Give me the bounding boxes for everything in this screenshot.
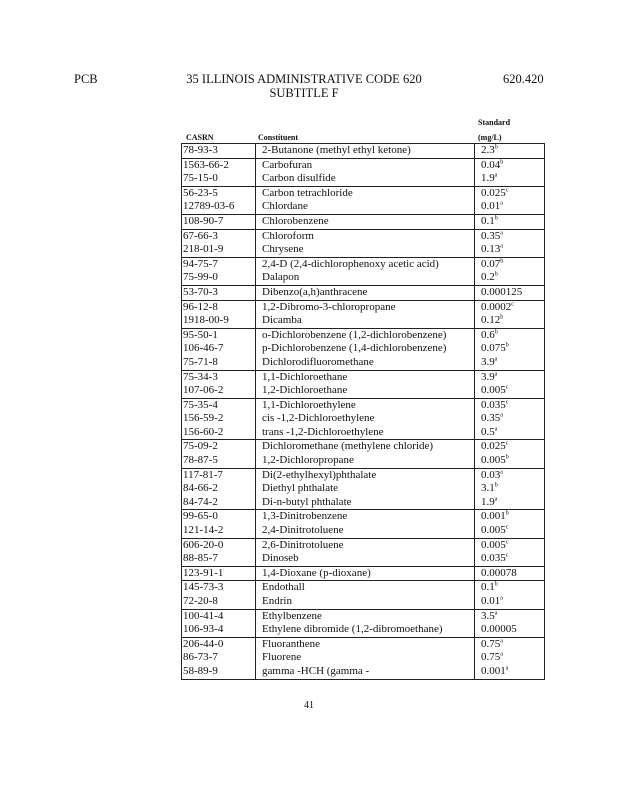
casrn-cell: 75-15-0 <box>182 172 256 186</box>
constituent-cell: o-Dichlorobenzene (1,2-dichlorobenzene) <box>256 328 475 342</box>
casrn-cell: 78-93-3 <box>182 144 256 159</box>
footnote-marker: a <box>500 469 503 475</box>
footnote-marker: a <box>494 370 498 377</box>
casrn-cell: 75-99-0 <box>182 271 256 285</box>
footnote-marker: c <box>505 384 509 391</box>
constituent-cell: Chlorobenzene <box>256 214 475 229</box>
standard-cell <box>475 651 545 665</box>
standard-cell <box>475 200 545 214</box>
footnote-marker: b <box>494 329 498 336</box>
header-left: PCB <box>74 72 98 86</box>
table-row <box>182 566 545 581</box>
footnote-marker: b <box>500 158 504 165</box>
casrn-cell: 75-34-3 <box>182 370 256 384</box>
standard-value: 0.035 <box>481 552 506 565</box>
constituent-cell: 1,2-Dibromo-3-chloropropane <box>256 300 475 314</box>
standard-value: 0.75 <box>481 651 501 664</box>
casrn-cell: 108-90-7 <box>182 214 256 229</box>
casrn-cell: 123-91-1 <box>182 566 256 581</box>
constituent-cell: Ethylene dibromide (1,2-dibromoethane) <box>256 623 475 637</box>
constituent-cell: 1,1-Dichloroethane <box>256 370 475 384</box>
table-row <box>182 651 545 665</box>
table-row <box>182 454 545 468</box>
standard-value: 0.2 <box>481 271 495 284</box>
footnote-marker: b <box>494 215 498 222</box>
casrn-cell: 95-50-1 <box>182 328 256 342</box>
casrn-cell: 84-66-2 <box>182 482 256 496</box>
constituent-cell: Endothall <box>256 581 475 595</box>
standard-value: 0.5 <box>481 425 495 438</box>
standard-cell <box>475 186 545 200</box>
table-row <box>182 158 545 172</box>
standard-cell <box>475 356 545 370</box>
standard-cell <box>475 214 545 229</box>
column-header-standard: Standard <box>478 118 511 127</box>
table-row <box>182 314 545 328</box>
standard-value: 0.025 <box>481 440 506 453</box>
casrn-cell: 88-85-7 <box>182 552 256 566</box>
standard-cell <box>475 552 545 566</box>
casrn-cell: 58-89-9 <box>182 665 256 679</box>
casrn-cell: 117-81-7 <box>182 468 256 482</box>
table-row <box>182 384 545 398</box>
standard-value: 0.03 <box>481 468 501 481</box>
casrn-cell: 84-74-2 <box>182 496 256 510</box>
standard-cell <box>475 243 545 257</box>
casrn-cell: 106-46-7 <box>182 342 256 356</box>
table-row <box>182 440 545 454</box>
casrn-cell: 206-44-0 <box>182 637 256 651</box>
standard-cell <box>475 370 545 384</box>
casrn-cell: 86-73-7 <box>182 651 256 665</box>
standard-value: 0.12 <box>481 314 501 327</box>
footnote-marker: a <box>494 172 498 179</box>
footnote-marker: a <box>500 638 503 645</box>
standard-cell <box>475 314 545 328</box>
table-row <box>182 172 545 186</box>
standard-cell <box>475 623 545 637</box>
constituent-cell: Diethyl phthalate <box>256 482 475 496</box>
standard-cell <box>475 665 545 679</box>
header-section-number: 620.420 <box>503 72 544 86</box>
casrn-cell: 1918-00-9 <box>182 314 256 328</box>
casrn-cell: 67-66-3 <box>182 229 256 243</box>
standard-value: 0.07 <box>481 257 501 270</box>
table-row <box>182 412 545 426</box>
constituent-standards-table <box>181 143 545 680</box>
standard-value: 0.75 <box>481 637 501 650</box>
casrn-cell: 218-01-9 <box>182 243 256 257</box>
table-row <box>182 214 545 229</box>
standard-value: 3.5 <box>481 609 495 622</box>
casrn-cell: 145-73-3 <box>182 581 256 595</box>
standard-value: 0.035 <box>481 398 506 411</box>
standard-value: 0.35 <box>481 412 501 425</box>
constituent-cell: 1,4-Dioxane (p-dioxane) <box>256 566 475 581</box>
standard-cell <box>475 482 545 496</box>
casrn-cell: 121-14-2 <box>182 524 256 538</box>
standard-value: 0.1 <box>481 214 495 227</box>
standard-cell <box>475 158 545 172</box>
standard-cell <box>475 609 545 623</box>
standard-cell <box>475 468 545 482</box>
table-row <box>182 243 545 257</box>
table-row <box>182 482 545 496</box>
table-row <box>182 398 545 412</box>
table-row <box>182 552 545 566</box>
constituent-cell: 2,4-D (2,4-dichlorophenoxy acetic acid) <box>256 257 475 271</box>
header-subtitle: SUBTITLE F <box>269 86 339 100</box>
standard-value: 3.9 <box>481 355 495 368</box>
constituent-cell: Chrysene <box>256 243 475 257</box>
standard-value: 0.0002 <box>481 300 512 313</box>
page-number: 41 <box>304 700 314 711</box>
standard-value: 2.3 <box>481 144 495 156</box>
table-row <box>182 581 545 595</box>
casrn-cell: 12789-03-6 <box>182 200 256 214</box>
standard-cell <box>475 257 545 271</box>
standard-cell <box>475 510 545 524</box>
constituent-cell: Carbon tetrachloride <box>256 186 475 200</box>
casrn-cell: 96-12-8 <box>182 300 256 314</box>
constituent-cell: Fluoranthene <box>256 637 475 651</box>
standard-value: 0.00005 <box>481 623 517 636</box>
standard-cell <box>475 229 545 243</box>
casrn-cell: 156-60-2 <box>182 426 256 440</box>
footnote-marker: a <box>505 665 509 672</box>
casrn-cell: 106-93-4 <box>182 623 256 637</box>
standard-value: 3.9 <box>481 370 495 383</box>
footnote-marker: a <box>500 200 503 207</box>
table-row <box>182 637 545 651</box>
footnote-marker: a <box>494 609 498 616</box>
standard-cell <box>475 496 545 510</box>
footnote-marker: b <box>494 144 498 151</box>
standard-value: 0.005 <box>481 538 506 551</box>
footnote-marker: b <box>494 271 498 278</box>
standard-value: 0.005 <box>481 454 506 467</box>
standard-cell <box>475 581 545 595</box>
footnote-marker: a <box>494 356 498 363</box>
casrn-cell: 99-65-0 <box>182 510 256 524</box>
column-header-units: (mg/L) <box>478 133 502 142</box>
table-row <box>182 538 545 552</box>
constituent-cell: Carbon disulfide <box>256 172 475 186</box>
constituent-cell: 2-Butanone (methyl ethyl ketone) <box>256 144 475 159</box>
table-row <box>182 510 545 524</box>
casrn-cell: 78-87-5 <box>182 454 256 468</box>
footnote-marker: c <box>505 538 509 545</box>
constituent-cell: trans -1,2-Dichloroethylene <box>256 426 475 440</box>
footnote-marker: c <box>505 524 509 531</box>
footnote-marker: b <box>500 258 504 265</box>
constituent-cell: 1,2-Dichloropropane <box>256 454 475 468</box>
footnote-marker: c <box>505 399 509 406</box>
footnote-marker: a <box>494 496 498 503</box>
standard-cell <box>475 342 545 356</box>
standard-cell <box>475 637 545 651</box>
casrn-cell: 606-20-0 <box>182 538 256 552</box>
standard-cell <box>475 440 545 454</box>
casrn-cell: 156-59-2 <box>182 412 256 426</box>
constituent-cell: Chlordane <box>256 200 475 214</box>
constituent-cell: Dalapon <box>256 271 475 285</box>
footnote-marker: c <box>505 552 509 559</box>
table-row <box>182 609 545 623</box>
table-row <box>182 595 545 609</box>
standard-value: 0.005 <box>481 384 506 397</box>
standard-value: 0.025 <box>481 186 506 199</box>
casrn-cell: 72-20-8 <box>182 595 256 609</box>
standard-value: 0.005 <box>481 524 506 537</box>
standard-value: 1.9 <box>481 172 495 185</box>
standard-value: 0.04 <box>481 158 501 171</box>
standard-value: 1.9 <box>481 495 495 508</box>
casrn-cell: 100-41-4 <box>182 609 256 623</box>
table-row <box>182 144 545 159</box>
standard-value: 0.6 <box>481 328 495 341</box>
footnote-marker: b <box>494 482 498 489</box>
column-header-constituent: Constituent <box>258 133 322 144</box>
standard-value: 0.001 <box>481 664 506 677</box>
casrn-cell: 75-09-2 <box>182 440 256 454</box>
standard-value: 3.1 <box>481 482 495 495</box>
constituent-cell: Fluorene <box>256 651 475 665</box>
footnote-marker: a <box>500 651 503 658</box>
constituent-cell: Chloroform <box>256 229 475 243</box>
table-row <box>182 665 545 679</box>
footnote-marker: c <box>505 440 509 447</box>
header-center <box>168 72 440 100</box>
constituent-cell: Dinoseb <box>256 552 475 566</box>
footnote-marker: a <box>500 412 503 419</box>
footnote-marker: a <box>500 243 503 250</box>
standard-cell <box>475 300 545 314</box>
standard-cell <box>475 398 545 412</box>
footnote-marker: a <box>500 595 503 602</box>
standard-cell <box>475 454 545 468</box>
casrn-cell: 53-70-3 <box>182 285 256 300</box>
constituent-cell: Ethylbenzene <box>256 609 475 623</box>
standard-value: 0.000125 <box>481 285 523 298</box>
table-row <box>182 328 545 342</box>
standard-value: 0.001 <box>481 510 506 523</box>
constituent-cell: Endrin <box>256 595 475 609</box>
table-row <box>182 623 545 637</box>
table-row <box>182 468 545 482</box>
table-row <box>182 524 545 538</box>
footnote-marker: b <box>505 342 509 349</box>
footnote-marker: c <box>505 187 509 194</box>
constituent-cell: Dicamba <box>256 314 475 328</box>
constituent-cell: Dichloromethane (methylene chloride) <box>256 440 475 454</box>
standard-cell <box>475 566 545 581</box>
table-row <box>182 342 545 356</box>
standard-cell <box>475 538 545 552</box>
footnote-marker: a <box>500 229 503 236</box>
constituent-cell: Di(2-ethylhexyl)phthalate <box>256 468 475 482</box>
casrn-cell: 1563-66-2 <box>182 158 256 172</box>
casrn-cell: 75-71-8 <box>182 356 256 370</box>
casrn-cell: 56-23-5 <box>182 186 256 200</box>
constituent-cell: cis -1,2-Dichloroethylene <box>256 412 475 426</box>
standard-value: 0.13 <box>481 243 501 256</box>
standard-cell <box>475 412 545 426</box>
standard-value: 0.35 <box>481 229 501 242</box>
casrn-cell: 75-35-4 <box>182 398 256 412</box>
table-row <box>182 356 545 370</box>
table-row <box>182 426 545 440</box>
footnote-marker: b <box>494 581 498 588</box>
table-row <box>182 370 545 384</box>
footnote-marker: b <box>505 454 509 461</box>
standard-cell <box>475 271 545 285</box>
standard-value: 0.01 <box>481 200 501 213</box>
constituent-cell: Di-n-butyl phthalate <box>256 496 475 510</box>
column-header-casrn: CASRN <box>186 133 231 144</box>
table-row <box>182 496 545 510</box>
constituent-cell: p-Dichlorobenzene (1,4-dichlorobenzene) <box>256 342 475 356</box>
standard-value: 0.01 <box>481 595 501 607</box>
standard-cell <box>475 426 545 440</box>
footnote-marker: a <box>494 426 498 433</box>
table-row <box>182 300 545 314</box>
table-row <box>182 186 545 200</box>
standard-value: 0.075 <box>481 342 506 355</box>
standard-cell <box>475 595 545 609</box>
casrn-cell: 94-75-7 <box>182 257 256 271</box>
table-row <box>182 200 545 214</box>
standard-cell <box>475 524 545 538</box>
constituent-cell: 2,4-Dinitrotoluene <box>256 524 475 538</box>
standard-cell <box>475 328 545 342</box>
table-row <box>182 285 545 300</box>
constituent-cell: 1,1-Dichloroethylene <box>256 398 475 412</box>
constituent-cell: 2,6-Dinitrotoluene <box>256 538 475 552</box>
constituent-cell: 1,2-Dichloroethane <box>256 384 475 398</box>
footnote-marker: b <box>505 510 509 517</box>
standard-cell <box>475 172 545 186</box>
constituent-cell: Dibenzo(a,h)anthracene <box>256 285 475 300</box>
standard-cell <box>475 144 545 159</box>
constituent-cell: 1,3-Dinitrobenzene <box>256 510 475 524</box>
header-title: 35 ILLINOIS ADMINISTRATIVE CODE 620 <box>186 72 422 86</box>
constituent-cell: gamma -HCH (gamma - <box>256 665 475 679</box>
footnote-marker: c <box>511 300 514 307</box>
table-row <box>182 257 545 271</box>
table-row <box>182 271 545 285</box>
standard-value: 0.1 <box>481 581 495 594</box>
standard-value: 0.00078 <box>481 566 517 579</box>
constituent-cell: Dichlorodifluoromethane <box>256 356 475 370</box>
standard-cell <box>475 384 545 398</box>
casrn-cell: 107-06-2 <box>182 384 256 398</box>
footnote-marker: b <box>500 314 504 321</box>
constituent-cell: Carbofuran <box>256 158 475 172</box>
table-row <box>182 229 545 243</box>
standard-cell <box>475 285 545 300</box>
